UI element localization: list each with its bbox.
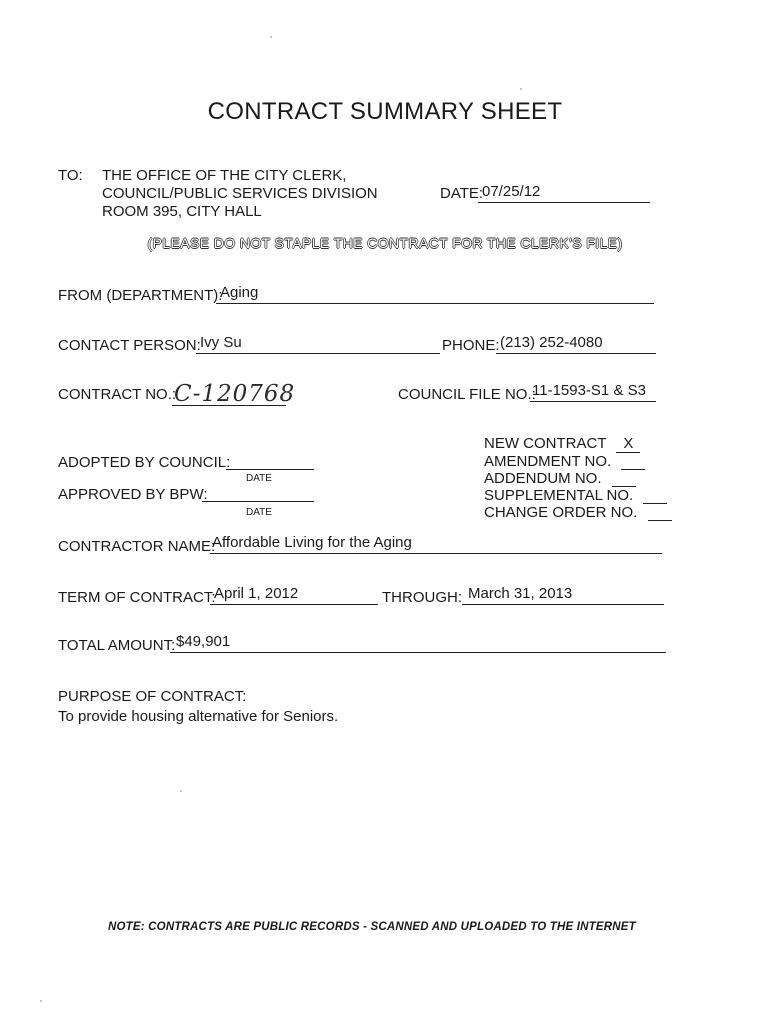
addendum-label: ADDENDUM NO. bbox=[484, 470, 602, 487]
contract-type-addendum bbox=[484, 470, 636, 487]
contact-field[interactable] bbox=[196, 335, 440, 354]
contact-value: Ivy Su bbox=[200, 334, 242, 351]
supplemental-mark[interactable] bbox=[643, 488, 667, 504]
new-contract-label: NEW CONTRACT bbox=[484, 435, 607, 452]
phone-label: PHONE: bbox=[442, 337, 500, 354]
term-start-value: April 1, 2012 bbox=[214, 585, 299, 602]
through-label: THROUGH: bbox=[382, 589, 462, 606]
to-label: TO: bbox=[58, 167, 83, 184]
contractor-label: CONTRACTOR NAME: bbox=[58, 538, 216, 555]
to-line-1: THE OFFICE OF THE CITY CLERK, bbox=[102, 167, 347, 184]
department-field[interactable] bbox=[216, 285, 654, 304]
term-start-field[interactable] bbox=[210, 586, 378, 605]
to-line-3: ROOM 395, CITY HALL bbox=[102, 203, 262, 220]
page-title: CONTRACT SUMMARY SHEET bbox=[207, 98, 563, 125]
contract-no-field[interactable] bbox=[172, 381, 296, 407]
council-file-field[interactable] bbox=[530, 383, 656, 402]
amendment-label: AMENDMENT NO. bbox=[484, 453, 612, 470]
adopted-date-sublabel: DATE bbox=[246, 473, 272, 484]
contact-label: CONTACT PERSON: bbox=[58, 337, 201, 354]
contract-type-change-order bbox=[484, 504, 672, 521]
contractor-field[interactable] bbox=[210, 535, 662, 554]
approved-label: APPROVED BY BPW: bbox=[58, 486, 208, 503]
scan-speck bbox=[270, 36, 272, 38]
public-records-note: NOTE: CONTRACTS ARE PUBLIC RECORDS - SCANNED AND UPLOADED TO THE INTERNET bbox=[108, 921, 636, 933]
contract-no-value: C-120768 bbox=[174, 381, 296, 407]
change-order-label: CHANGE ORDER NO. bbox=[484, 504, 638, 521]
addendum-mark[interactable] bbox=[612, 471, 636, 487]
contract-type-new bbox=[484, 435, 640, 453]
contract-type-amendment bbox=[484, 453, 645, 470]
phone-value: (213) 252-4080 bbox=[500, 334, 603, 351]
department-value: Aging bbox=[220, 284, 259, 301]
amendment-mark[interactable] bbox=[621, 454, 645, 470]
date-label: DATE: bbox=[440, 185, 484, 202]
total-field[interactable] bbox=[170, 634, 666, 653]
to-line-2: COUNCIL/PUBLIC SERVICES DIVISION bbox=[102, 185, 378, 202]
term-end-field[interactable] bbox=[462, 586, 664, 605]
council-file-value: 11-1593-S1 & S3 bbox=[532, 382, 646, 399]
contractor-value: Affordable Living for the Aging bbox=[212, 534, 412, 551]
scan-speck bbox=[520, 88, 522, 90]
phone-field[interactable] bbox=[496, 335, 656, 354]
approved-date-sublabel: DATE bbox=[246, 507, 272, 518]
purpose-value: To provide housing alternative for Seniors. bbox=[58, 708, 339, 725]
date-field[interactable] bbox=[478, 184, 650, 203]
contract-no-label: CONTRACT NO.: bbox=[58, 386, 177, 403]
staple-notice: (PLEASE DO NOT STAPLE THE CONTRACT FOR THE CLERK'S FILE) bbox=[147, 235, 623, 251]
approved-date-field[interactable] bbox=[202, 483, 314, 502]
supplemental-label: SUPPLEMENTAL NO. bbox=[484, 487, 634, 504]
term-label: TERM OF CONTRACT: bbox=[58, 589, 216, 606]
scan-speck bbox=[180, 790, 182, 792]
total-label: TOTAL AMOUNT: bbox=[58, 637, 176, 654]
council-file-label: COUNCIL FILE NO.: bbox=[398, 386, 536, 403]
contract-type-supplemental bbox=[484, 487, 667, 504]
adopted-label: ADOPTED BY COUNCIL: bbox=[58, 454, 231, 471]
change-order-mark[interactable] bbox=[648, 505, 672, 521]
term-end-value: March 31, 2013 bbox=[468, 585, 573, 602]
total-value: $49,901 bbox=[176, 633, 231, 650]
date-value: 07/25/12 bbox=[482, 183, 541, 200]
purpose-label: PURPOSE OF CONTRACT: bbox=[58, 688, 247, 705]
from-label: FROM (DEPARTMENT): bbox=[58, 287, 223, 304]
new-contract-mark[interactable]: X bbox=[616, 435, 640, 453]
adopted-date-field[interactable] bbox=[226, 451, 314, 470]
scan-speck bbox=[40, 1000, 42, 1002]
